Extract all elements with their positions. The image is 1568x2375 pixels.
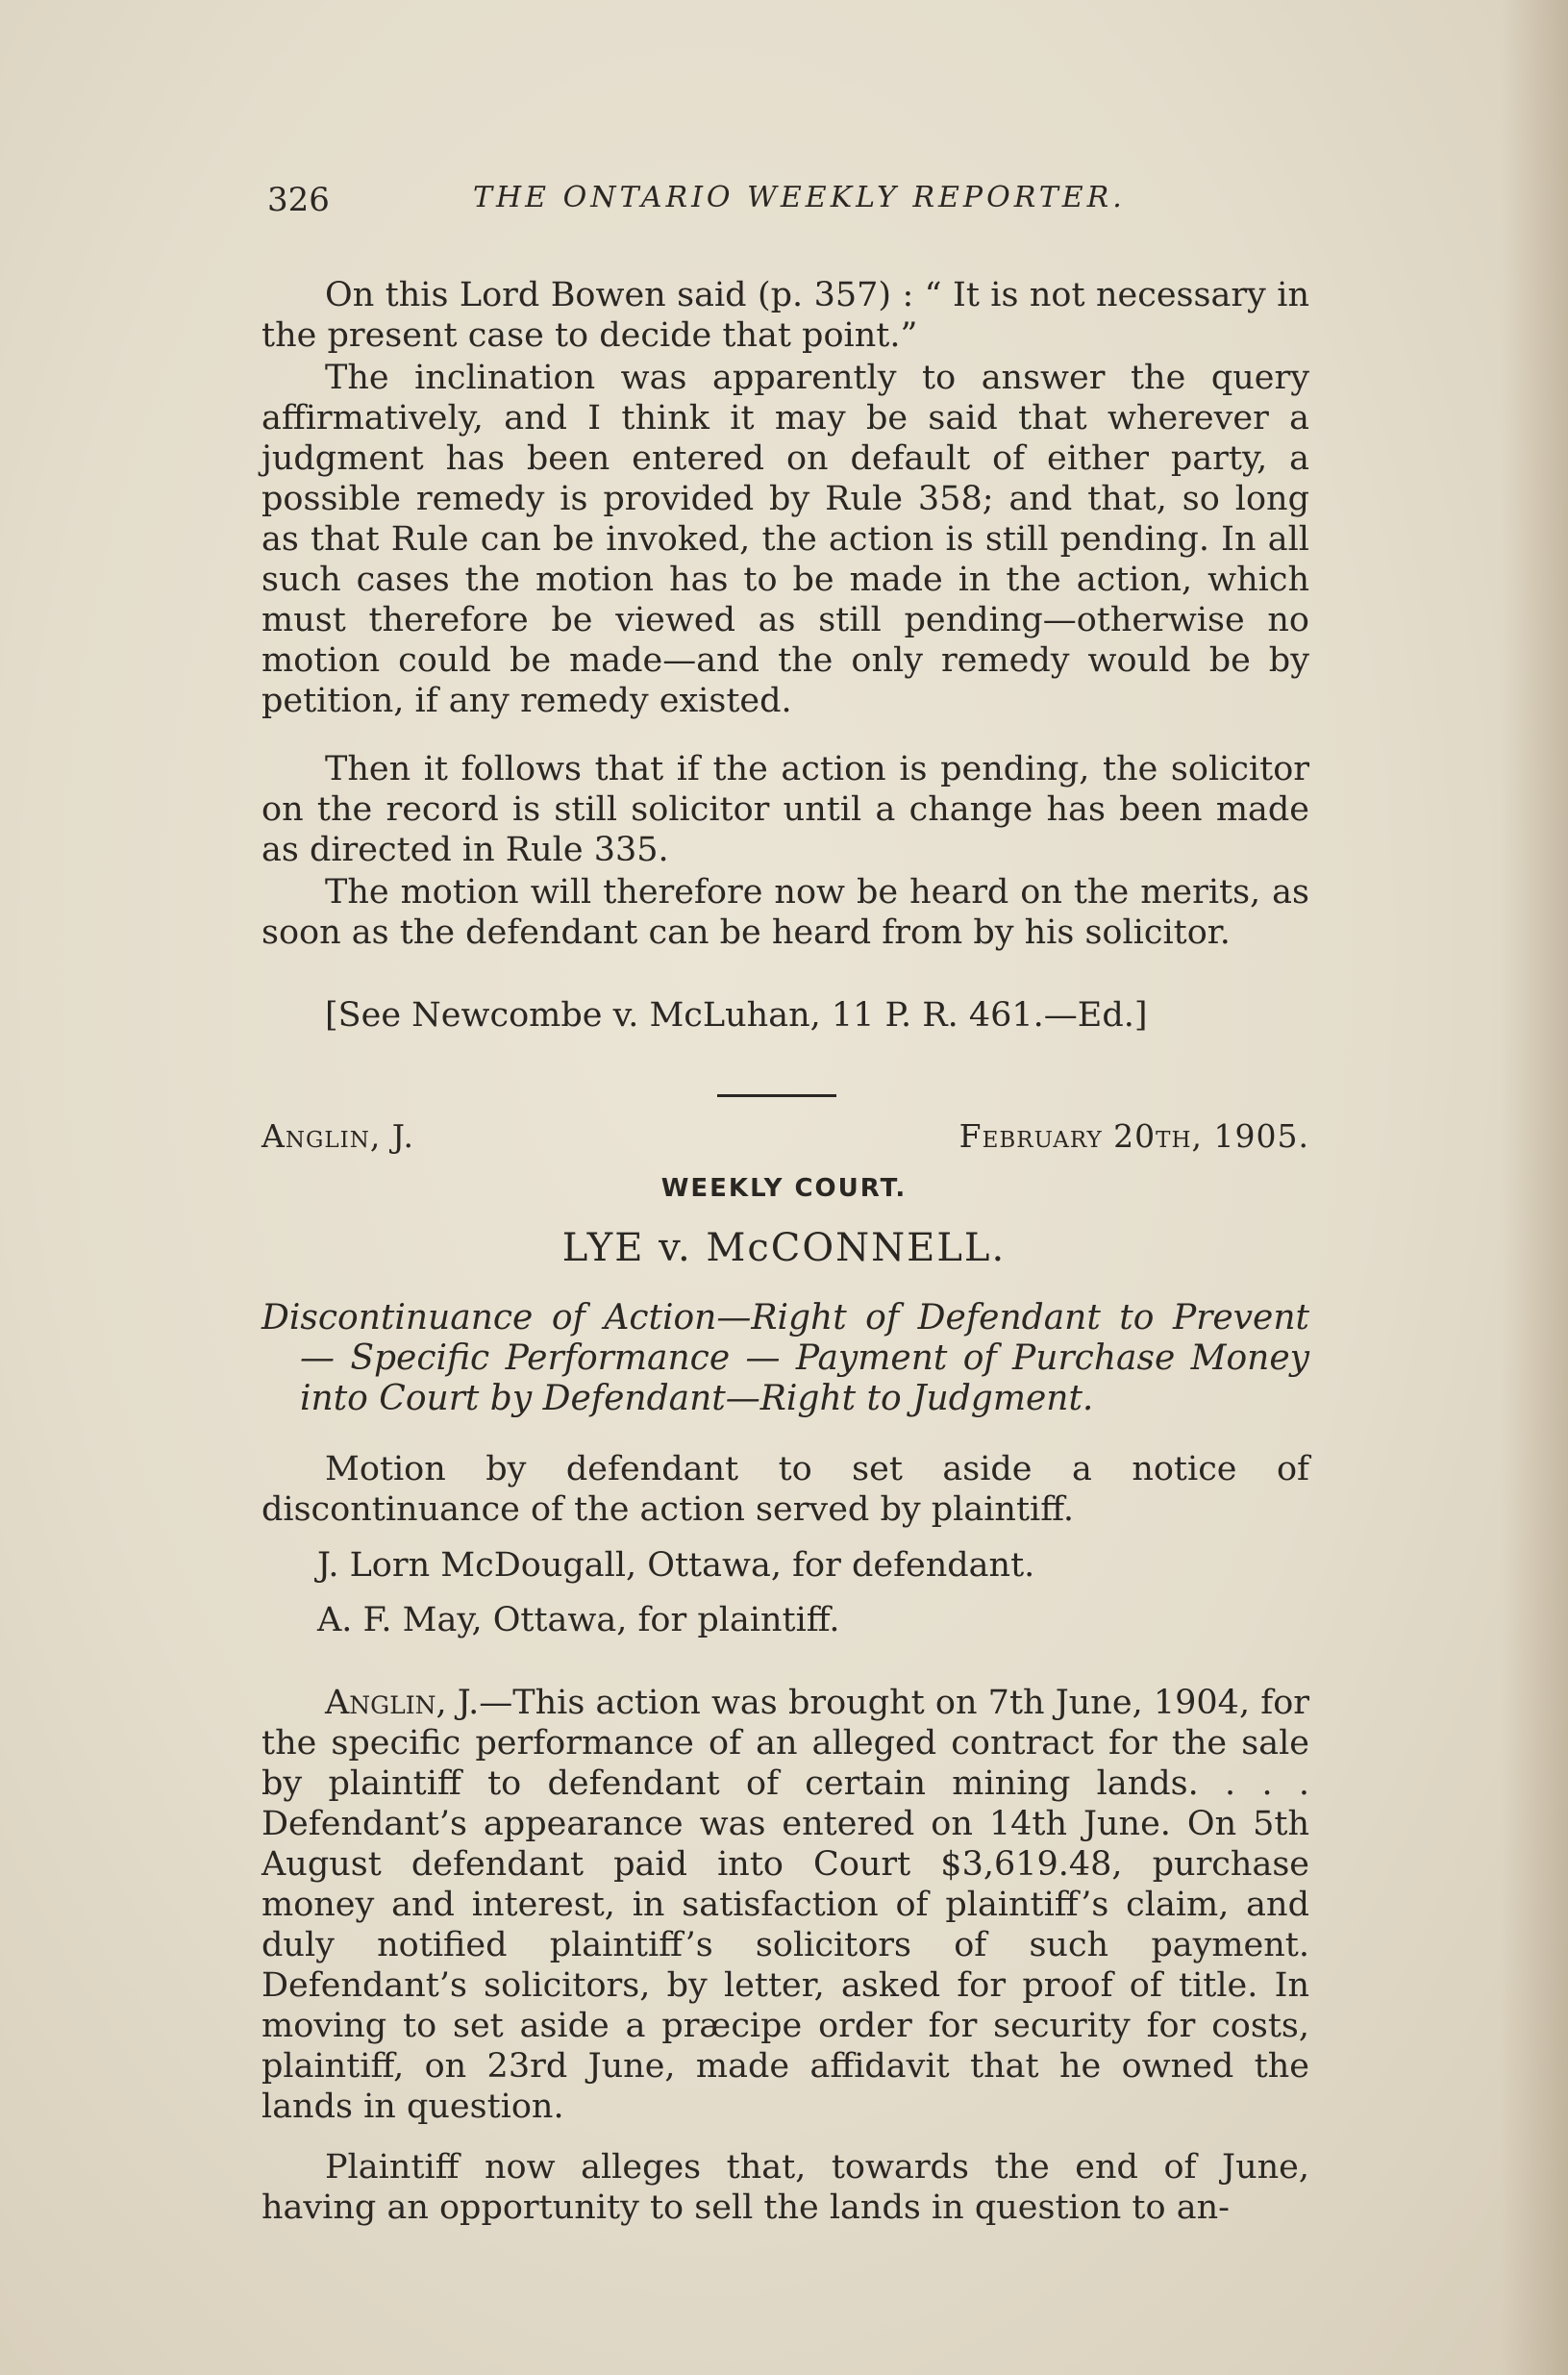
judgment-body: —This action was brought on 7th June, 1904, for the specific performance of an alleged contract for the sale by plaintiff to defendant of certain mining lands. . . . Defendant’s appearance was entered on 14th June. On 5th August defendant paid into Court $3,619.48, purchase money and interest, in satisfaction of plaintiff’s claim, and duly notified plaintiff’s solicitors of such payment. Defendant’s solicitors, by letter, asked for proof of title. In moving to set aside a præcipe order for security for costs, plaintiff, on 23rd June, made affidavit that he owned the lands in question.	[261, 1684, 1310, 2126]
judgment-paragraph	[261, 1683, 1309, 2127]
judgment-judge: Anglin, J.	[325, 1684, 480, 1722]
paragraph	[261, 275, 1309, 356]
editor-note: [See Newcombe v. McLuhan, 11 P. R. 461.—Ed.]	[325, 996, 1148, 1035]
section-divider	[717, 1094, 836, 1097]
running-title: THE ONTARIO WEEKLY REPORTER.	[473, 181, 1126, 214]
page-number: 326	[267, 181, 330, 219]
paragraph-text: Plaintiff now alleges that, towards the end of June, having an opportunity to sell the lands in question to an-	[261, 2148, 1309, 2227]
paragraph	[261, 2147, 1309, 2228]
paragraph	[261, 358, 1309, 721]
decision-date: February 20th, 1905.	[958, 1117, 1309, 1155]
headnote-line: into Court by Defendant—Right to Judgment.	[300, 1379, 1094, 1418]
judgment-text	[261, 1683, 1309, 2127]
case-title: LYE v. McCONNELL.	[561, 1226, 1007, 1270]
headnote-line: Discontinuance of Action—Right of Defendant to Prevent	[261, 1298, 1309, 1338]
court-name: WEEKLY COURT.	[660, 1174, 908, 1203]
paragraph	[261, 872, 1309, 953]
paragraph-text: The inclination was apparently to answer the query affirmatively, and I think it may be said that wherever a judgment has been entered on default of either party, a possible remedy is provided by Rule 358; and that, so long as that Rule can be invoked, the action is still pending. In all such cases the motion has to be made in the action, which must therefore be viewed as still pending—otherwise no motion could be made—and the only remedy would be by petition, if any remedy existed.	[261, 359, 1309, 720]
page-header	[261, 181, 1309, 229]
paragraph-text: The motion will therefore now be heard on the merits, as soon as the defendant can be heard from by his solicitor.	[261, 873, 1309, 952]
counsel-plaintiff: A. F. May, Ottawa, for plaintiff.	[317, 1601, 840, 1639]
judge-name: Anglin, J.	[261, 1117, 414, 1155]
motion-summary	[261, 1449, 1309, 1530]
paragraph-text: On this Lord Bowen said (p. 357) : “ It is not necessary in the present case to decide that point.”	[261, 276, 1309, 355]
paragraph-text: Motion by defendant to set aside a notice of discontinuance of the action served by plaintiff.	[261, 1450, 1309, 1529]
paragraph-text: Then it follows that if the action is pending, the solicitor on the record is still solicitor until a change has been made as directed in Rule 335.	[261, 750, 1309, 869]
paragraph	[261, 749, 1309, 870]
counsel-defendant: J. Lorn McDougall, Ottawa, for defendant.	[317, 1546, 1035, 1585]
headnote-line: — Specific Performance — Payment of Purchase Money	[300, 1338, 1309, 1378]
headnote	[261, 1298, 1309, 1419]
